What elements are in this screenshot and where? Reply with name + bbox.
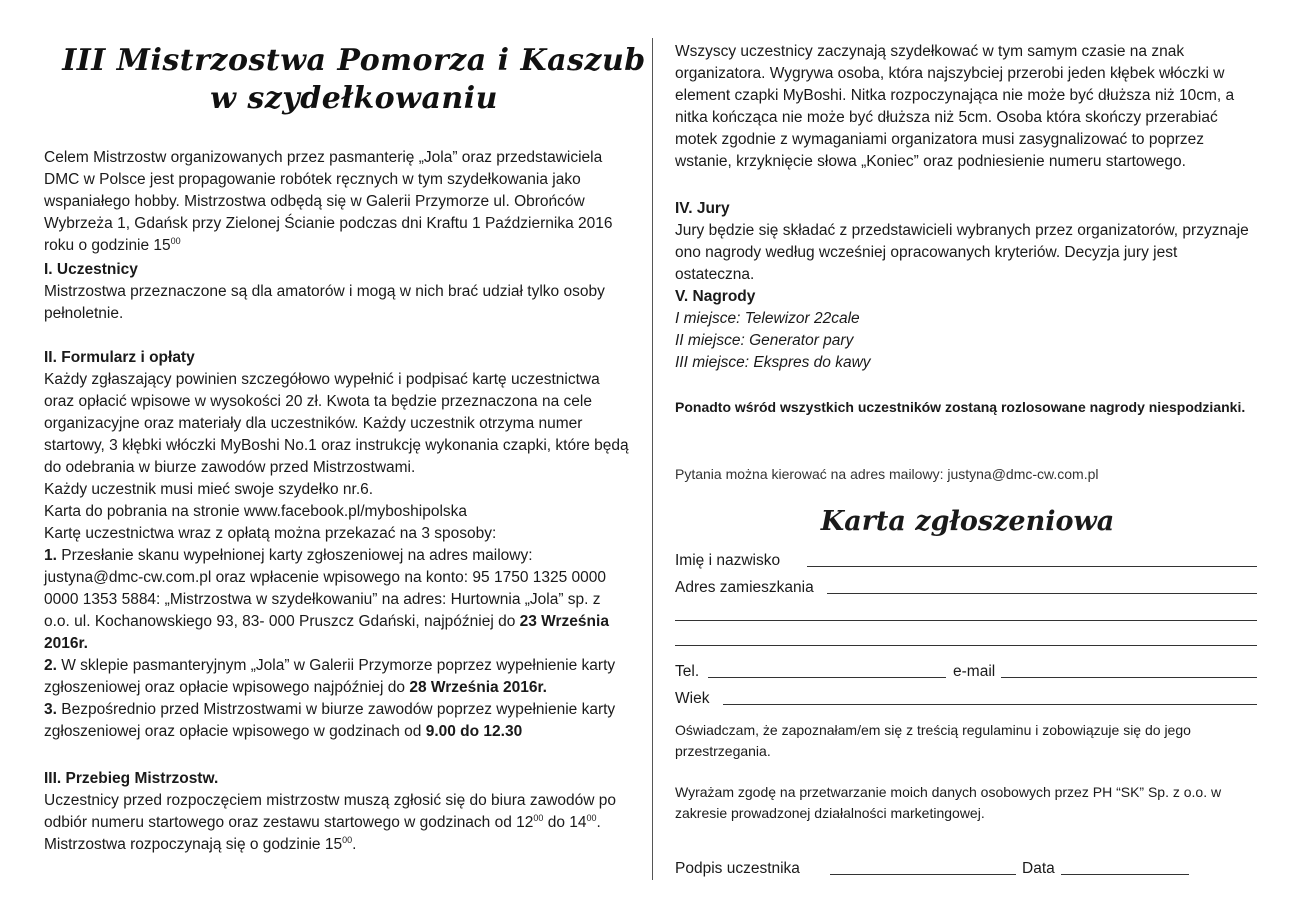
course-text-d: . (352, 836, 357, 853)
contact-text: Pytania można kierować na adres mailowy: justyna@dmc-cw.com.pl (675, 466, 1099, 482)
option-number: 2. (44, 657, 57, 674)
hour-sup: 00 (586, 812, 597, 823)
hour-sup: 00 (342, 834, 353, 845)
crochet-hook-note: Każdy uczestnik musi mieć swoje szydełko nr.6. (44, 481, 374, 498)
address-label: Adres zamieszkania (675, 577, 814, 599)
signature-input-line[interactable] (830, 874, 1016, 875)
course-text-a: Uczestnicy przed rozpoczęciem mistrzostw muszą zgłosić się do biura zawodów po odbiór numeru startowego oraz zestawu startowego w godzinach od 12 (44, 792, 616, 831)
age-input-line[interactable] (723, 704, 1257, 705)
prize-3: III miejsce: Ekspres do kawy (675, 354, 871, 371)
delivery-option-2 (44, 655, 630, 699)
page-title-line1: III Mistrzostwa Pomorza i Kaszub (62, 43, 646, 78)
prize-1: I miejsce: Telewizor 22cale (675, 310, 860, 327)
section-heading: I. Uczestnicy (44, 261, 138, 278)
regulation-declaration: Oświadczam, że zapoznałam/em się z treścią regulaminu i zobowiązuje się do jego przestrzegania. (675, 722, 1191, 759)
address-input-line[interactable] (827, 593, 1257, 594)
data-consent: Wyrażam zgodę na przetwarzanie moich danych osobowych przez PH “SK” Sp. z o.o. w zakresie prowadzonej działalności marketingowej. (675, 784, 1222, 821)
signature-date-field[interactable] (675, 858, 1257, 880)
section-text (44, 790, 630, 856)
address-line-2[interactable] (675, 620, 1257, 621)
phone-label: Tel. (675, 661, 699, 683)
section-text: Jury będzie się składać z przedstawicieli wybranych przez organizatorów, przyznaje ono nagrody według wcześniej opracowanych kryteriów. Decyzja jury jest ostateczna. (675, 222, 1249, 283)
date-label: Data (1022, 858, 1055, 880)
registration-card-title: Karta zgłoszeniowa (820, 506, 1115, 537)
section-form-fees (44, 347, 630, 743)
name-input-line[interactable] (807, 566, 1257, 567)
section-course (44, 768, 630, 856)
column-divider (652, 38, 653, 880)
option-text: W sklepie pasmanteryjnym „Jola” w Galerii Przymorze poprzez wypełnienie karty zgłoszeniowej oraz opłacie wpisowego najpóźniej do (44, 657, 616, 696)
option-deadline: 9.00 do 12.30 (425, 723, 523, 740)
page-title-line2: w szydełkowaniu (210, 81, 498, 116)
prize-2: II miejsce: Generator pary (675, 332, 854, 349)
course-continued (675, 41, 1260, 173)
download-note: Karta do pobrania na stronie www.facebook.pl/myboshipolska (44, 503, 468, 520)
bonus-prizes-text: Ponadto wśród wszystkich uczestników zostaną rozlosowane nagrody niespodzianki. (675, 399, 1246, 415)
phone-input-line[interactable] (708, 677, 946, 678)
phone-email-field[interactable] (675, 661, 1257, 683)
name-field[interactable] (675, 550, 1257, 572)
section-heading: III. Przebieg Mistrzostw. (44, 770, 219, 787)
contact-line (675, 463, 1260, 485)
option-deadline: 23 Września 2016r. (44, 613, 609, 652)
name-label: Imię i nazwisko (675, 550, 780, 572)
option-text: Bezpośrednio przed Mistrzostwami w biurze zawodów poprzez wypełnienie karty zgłoszeniowej oraz opłacie wpisowego w godzinach od (44, 701, 616, 740)
address-field[interactable] (675, 577, 1257, 599)
delivery-methods-intro: Kartę uczestnictwa wraz z opłatą można przekazać na 3 sposoby: (44, 525, 497, 542)
delivery-option-1 (44, 545, 630, 655)
intro-text: Celem Mistrzostw organizowanych przez pasmanterię „Jola” oraz przedstawiciela DMC w Polsce jest propagowanie robótek ręcznych w tym szydełkowania jako wspaniałego hobby. Mistrzostwa odbędą się w Galerii Przymorze ul. Obrońców Wybrzeża 1, Gdańsk przy Zielonej Ścianie podczas dni Kraftu 1 Października 2016 roku o godzinie 15 (44, 149, 613, 254)
course-text-b: do 14 (543, 814, 587, 831)
section-heading: IV. Jury (675, 200, 730, 217)
option-deadline: 28 Września 2016r. (409, 679, 547, 696)
intro-paragraph (44, 147, 630, 257)
section-participants (44, 259, 630, 325)
option-text: Przesłanie skanu wypełnionej karty zgłoszeniowej na adres mailowy: justyna@dmc-cw.com.pl oraz wpłacenie wpisowego na konto: 95 1750 1325 0000 0000 1353 5884: „Mistrzostwa w szydełkowaniu” na adres: Hurtownia „Jola” sp. z o.o. ul. Kochanowskiego 93, 83- 000 Pruszcz Gdański, najpóźniej do (44, 547, 607, 630)
age-field[interactable] (675, 688, 1257, 710)
fees-paragraph: Każdy zgłaszający powinien szczegółowo wypełnić i podpisać kartę uczestnictwa oraz opłacić wpisowe w wysokości 20 zł. Kwota ta będzie przeznaczona na cele organizacyjne oraz materiały dla uczestników. Każdy uczestnik otrzyma numer startowy, 3 kłębki włóczki MyBoshi No.1 oraz instrukcję wykonania czapki, które będą do odebrania w biurze zawodów przed Mistrzostwami. (44, 371, 629, 476)
address-line-3[interactable] (675, 645, 1257, 646)
course-text-c: . Mistrzostwa rozpoczynają się o godzinie 15 (44, 814, 601, 853)
email-input-line[interactable] (1001, 677, 1257, 678)
section-heading: V. Nagrody (675, 288, 756, 305)
delivery-option-3 (44, 699, 630, 743)
option-number: 3. (44, 701, 57, 718)
section-heading: II. Formularz i opłaty (44, 349, 195, 366)
hour-sup: 00 (533, 812, 544, 823)
bonus-prizes (675, 396, 1260, 418)
course-rules-text: Wszyscy uczestnicy zaczynają szydełkować w tym samym czasie na znak organizatora. Wygrywa osoba, która najszybciej przerobi jeden kłębek włóczki w element czapki MyBoshi. Nitka rozpoczynająca nie może być dłuższa niż 10cm, a nitka kończąca nie może być dłuższa niż 5cm. Osoba która skończy przerabiać motek zgodnie z wymaganiami organizatora musi zasygnalizować to poprzez wstanie, krzyknięcie słowa „Koniec” oraz podniesienie numeru startowego. (675, 43, 1235, 170)
option-number: 1. (44, 547, 57, 564)
signature-label: Podpis uczestnika (675, 858, 800, 880)
intro-hour-sup: 00 (170, 235, 181, 246)
age-label: Wiek (675, 688, 709, 710)
section-text: Mistrzostwa przeznaczone są dla amatorów i mogą w nich brać udział tylko osoby pełnoletnie. (44, 283, 605, 322)
email-label: e-mail (953, 661, 995, 683)
section-prizes (675, 286, 1260, 374)
section-jury (675, 198, 1260, 286)
date-input-line[interactable] (1061, 874, 1189, 875)
